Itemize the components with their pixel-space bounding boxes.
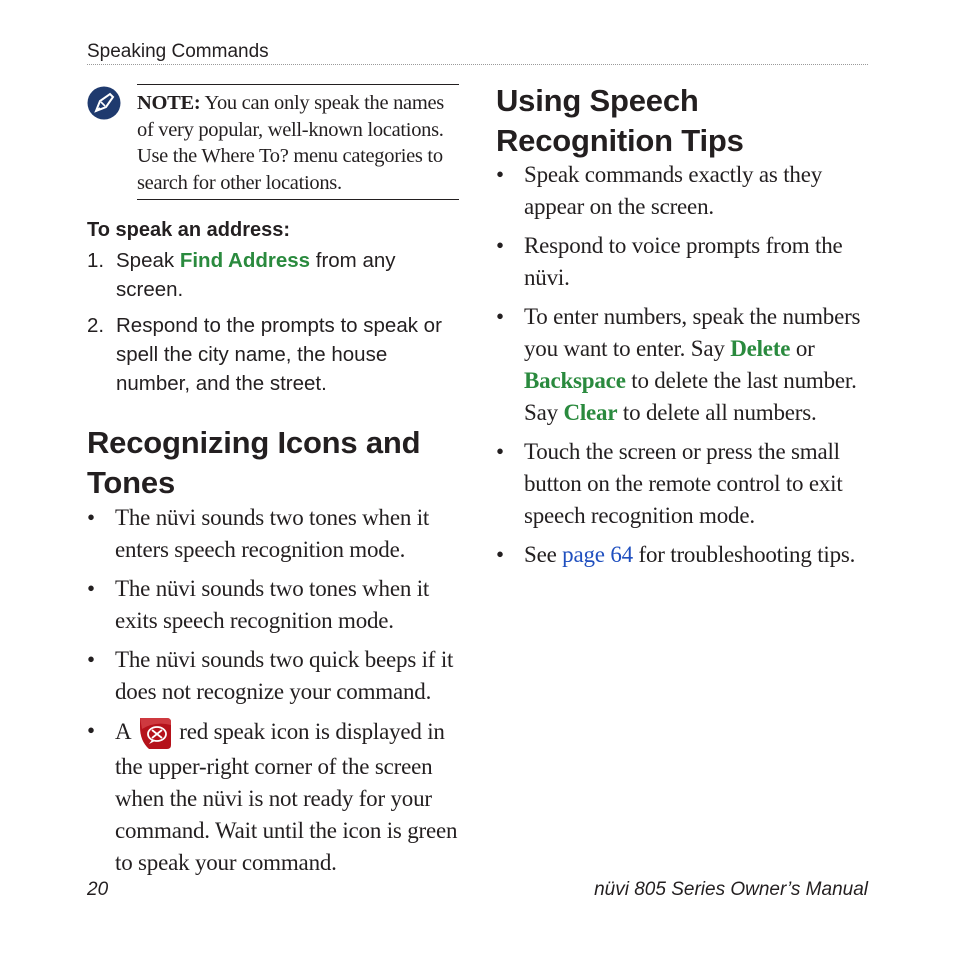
bullet-marker: • [87,718,95,743]
running-header: Speaking Commands [87,41,269,62]
note-label: NOTE: [137,92,201,114]
command-find-address: Find Address [179,249,311,272]
bullet-marker: • [496,542,504,567]
header-divider [87,64,868,65]
list-item: • The nüvi sounds two quick beeps if it does not recognize your command. [87,644,467,708]
section-heading-tips: Using Speech Recognition Tips [496,83,744,158]
bullet-marker: • [496,162,504,187]
list-item: • Speak commands exactly as they appear on the screen. [496,159,868,223]
command-backspace: Backspace [524,368,626,393]
note-box [137,84,459,200]
note-body: You can only speak the names of very popular, well-known locations. Use the Where To? menu categories to search for other locations. [137,92,444,194]
list-item: • A red speak icon is displayed in the upper-right corner of the screen when the nüvi is not ready for your command. Wait until the icon is green to speak your command. [87,715,467,879]
list-item: • The nüvi sounds two tones when it enters speech recognition mode. [87,502,467,566]
bullet-marker: • [496,233,504,258]
list-item: • See page 64 for troubleshooting tips. [496,539,868,571]
bullet-marker: • [496,304,504,329]
list-item: • To enter numbers, speak the numbers you want to enter. Say Delete or Backspace to delete the last number. Say Clear to delete all numbers. [496,301,868,429]
bullet-marker: • [496,439,504,464]
bullet-marker: • [87,576,95,601]
command-delete: Delete [730,336,791,361]
step-number: 2. [87,314,105,337]
note-pencil-icon [87,86,121,120]
tips-list [496,159,868,578]
list-item: • The nüvi sounds two tones when it exits speech recognition mode. [87,573,467,637]
procedure-steps [87,246,459,405]
list-item: • Respond to voice prompts from the nüvi. [496,230,868,294]
section-heading-icons-tones: Recognizing Icons and Tones [87,425,421,500]
page-64-link[interactable]: page 64 [562,542,633,567]
manual-title: nüvi 805 Series Owner’s Manual [594,879,868,900]
procedure-step [87,246,459,304]
bullet-marker: • [87,647,95,672]
red-speak-icon [137,715,173,751]
icons-tones-list [87,502,467,886]
procedure-title: To speak an address: [87,219,291,241]
command-clear: Clear [563,400,618,425]
list-item: • Touch the screen or press the small button on the remote control to exit speech recognition mode. [496,436,868,532]
procedure-step [87,311,459,398]
step-text: Respond to the prompts to speak or spell the city name, the house number, and the street. [116,314,442,395]
note-text [137,90,459,196]
page-number: 20 [87,879,109,900]
bullet-marker: • [87,505,95,530]
step-text: Speak Find Address from any screen. [116,249,396,301]
step-number: 1. [87,249,105,272]
